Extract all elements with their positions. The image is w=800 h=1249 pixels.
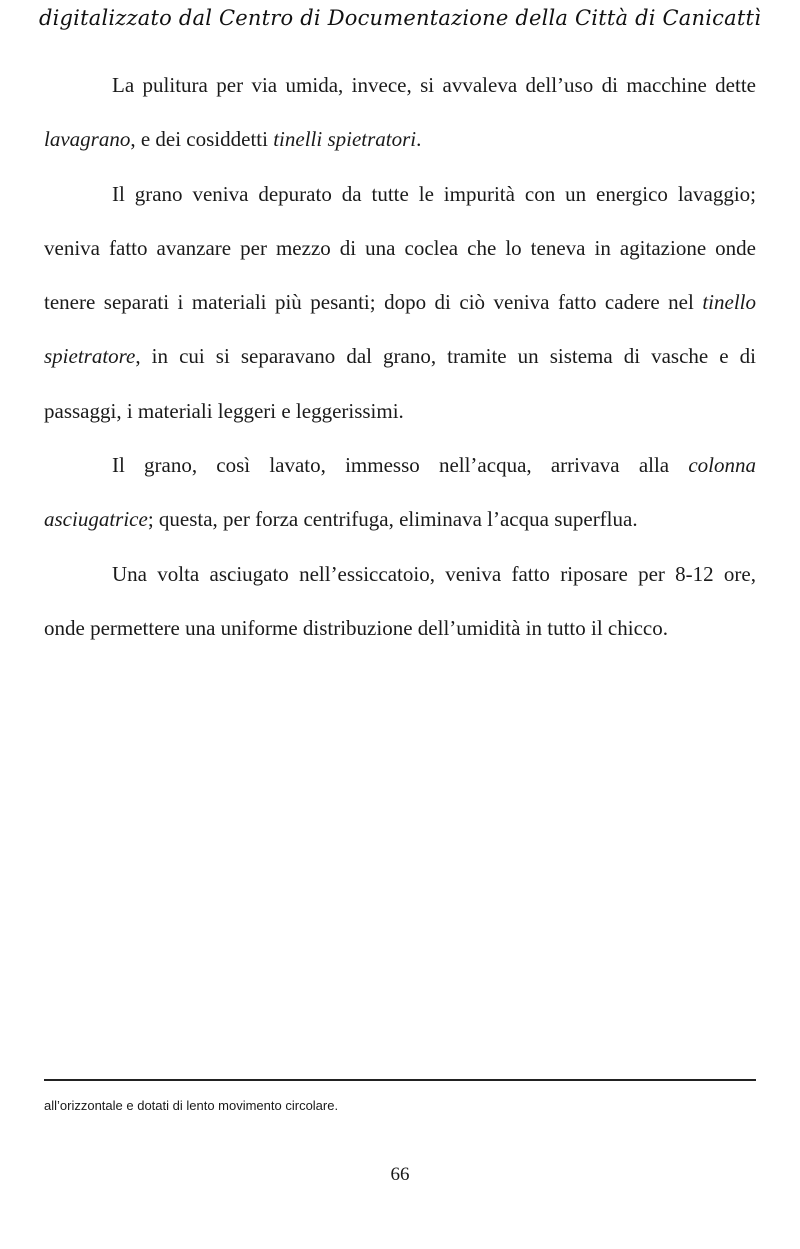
paragraph-1-term-tinelli: tinelli spietratori <box>273 127 417 152</box>
paragraph-2 <box>44 167 756 438</box>
footnote-divider <box>44 1079 756 1081</box>
paragraph-4-text-a: Una volta asciugato nell’essiccatoio, veniva fatto riposare per 8-12 ore, onde permettere una uniforme distribuzione dell’umidità in tutto il chicco. <box>44 561 756 640</box>
paragraph-1-term-lavagrano: lavagrano <box>44 127 131 152</box>
paragraph-1-text-a: La pulitura per via umida, invece, si avvaleva dell’uso di macchine dette <box>112 73 756 97</box>
paragraph-2-text-a: Il grano veniva depurato da tutte le impurità con un energico lavaggio; veniva fatto avanzare per mezzo di una coclea che lo teneva in agitazione onde tenere separati i materiali più pesanti; dopo di ciò veniva fatto cadere nel <box>44 181 756 315</box>
page-number: 66 <box>390 1164 410 1185</box>
paragraph-1-text-c: , e dei cosiddetti <box>130 127 274 152</box>
digitization-watermark-header: digitalizzato dal Centro di Documentazione della Città di Canicattì <box>38 6 762 30</box>
paragraph-2-term-tinello: tinello spietratore <box>44 290 756 369</box>
page-body <box>44 58 756 655</box>
paragraph-3 <box>44 438 756 547</box>
paragraph-4 <box>44 547 756 656</box>
paragraph-1-text-e: . <box>416 127 422 152</box>
paragraph-3-term-colonna: colonna asciugatrice <box>44 453 756 532</box>
footnote-text: all’orizzontale e dotati di lento movimento circolare. <box>44 1098 339 1113</box>
paragraph-1 <box>44 58 756 167</box>
paragraph-3-text-a: Il grano, così lavato, immesso nell’acqua, arrivava alla <box>112 453 689 478</box>
paragraph-2-text-c: , in cui si separavano dal grano, tramite un sistema di vasche e di passaggi, i materiali leggeri e leggerissimi. <box>44 344 756 423</box>
paragraph-3-text-c: ; questa, per forza centrifuga, eliminava l’acqua superflua. <box>147 507 638 532</box>
